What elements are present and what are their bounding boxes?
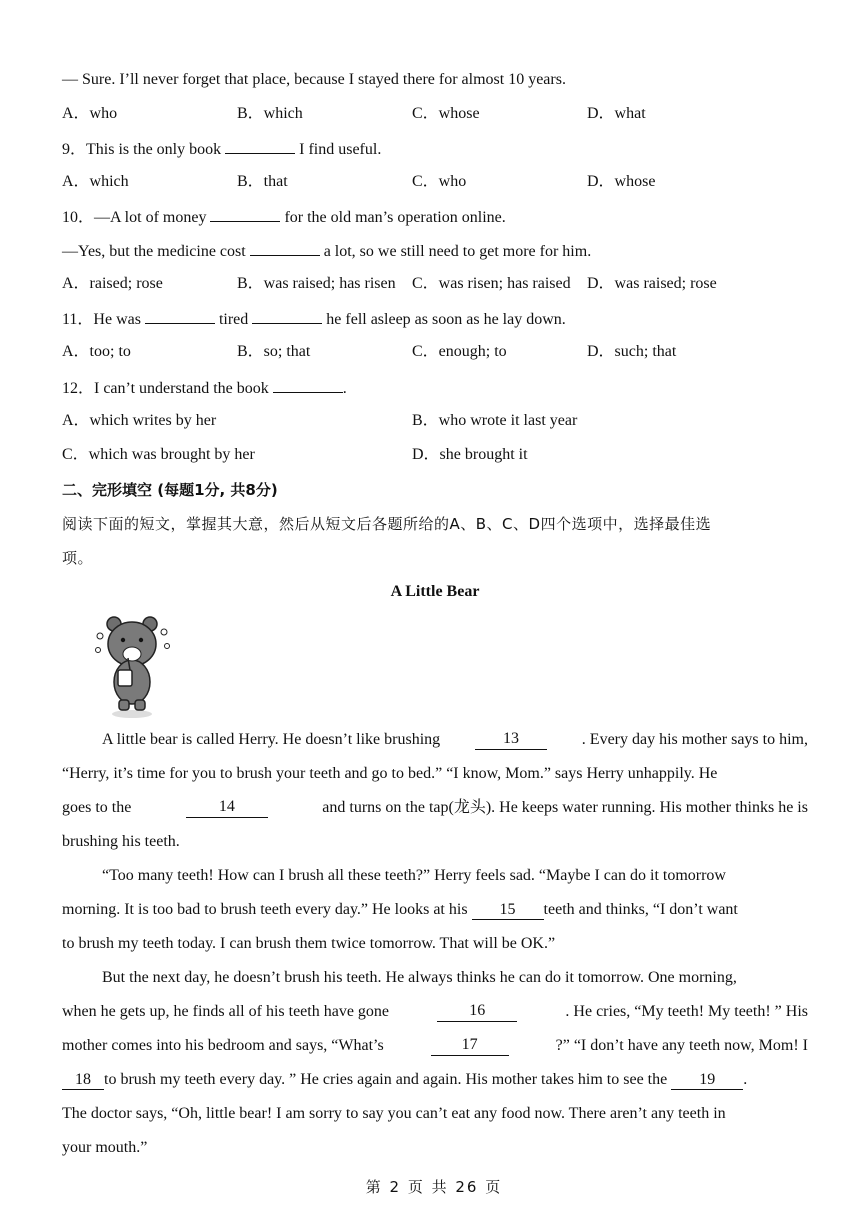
- option-a: A．raised; rose: [62, 275, 163, 292]
- option-d: D．such; that: [587, 343, 677, 360]
- passage-line: your mouth.”: [62, 1139, 148, 1156]
- q12-stem: 12．I can’t understand the book .: [62, 377, 347, 399]
- cloze-blank-15: 15: [472, 901, 544, 920]
- option-d: D．she brought it: [412, 446, 528, 463]
- cloze-blank-16: 16: [437, 1002, 517, 1022]
- cloze-blank-17: 17: [431, 1036, 509, 1056]
- q10-line1: 10．—A lot of money for the old man’s operation online.: [62, 206, 506, 228]
- passage-line: “Herry, it’s time for you to brush your teeth and go to bed.” “I know, Mom.” says Herry unhappily. He: [62, 765, 718, 782]
- option-c: C．enough; to: [412, 343, 507, 360]
- answer-blank: [225, 138, 295, 154]
- passage-line: The doctor says, “Oh, little bear! I am sorry to say you can’t eat any food now. There aren’t any teeth in: [62, 1105, 726, 1122]
- passage-line: to brush my teeth today. I can brush them twice tomorrow. That will be OK.”: [62, 935, 556, 952]
- answer-blank: [210, 206, 280, 222]
- page-footer: 第 2 页 共 26 页: [365, 1178, 503, 1196]
- option-d: D．whose: [587, 173, 656, 190]
- option-c: C．which was brought by her: [62, 446, 255, 463]
- section-instruction-line1: 阅读下面的短文，掌握其大意，然后从短文后各题所给的A、B、C、D四个选项中，选择最佳选: [62, 515, 712, 533]
- q10-line2: —Yes, but the medicine cost a lot, so we still need to get more for him.: [62, 240, 591, 262]
- section-title: 二、完形填空 (每题1分, 共8分): [62, 481, 278, 499]
- cloze-blank-13: 13: [475, 730, 547, 750]
- option-c: C．who: [412, 173, 467, 190]
- option-a: A．which writes by her: [62, 412, 217, 429]
- passage-line: morning. It is too bad to brush teeth every day.” He looks at his 15 teeth and thinks, “I don’t want: [62, 901, 738, 918]
- answer-blank: [273, 377, 343, 393]
- passage-line: A little bear is called Herry. He doesn’t like brushing 13 . Every day his mother says to him,: [102, 730, 808, 748]
- passage-line: when he gets up, he finds all of his teeth have gone 16 . He cries, “My teeth! My teeth! ” His: [62, 1002, 808, 1020]
- q11-stem: 11．He was tired he fell asleep as soon as he lay down.: [62, 308, 566, 330]
- option-a: A．too; to: [62, 343, 131, 360]
- cloze-blank-14: 14: [186, 798, 268, 818]
- passage-line: mother comes into his bedroom and says, “What’s 17 ?” “I don’t have any teeth now, Mom! I: [62, 1036, 808, 1054]
- answer-blank: [250, 240, 320, 256]
- option-b: B．which: [237, 105, 303, 122]
- option-b: B．was raised; has risen: [237, 275, 396, 292]
- q8-response: — Sure. I’ll never forget that place, because I stayed there for almost 10 years.: [62, 71, 566, 88]
- option-b: B．so; that: [237, 343, 311, 360]
- passage-line: goes to the 14 and turns on the tap(龙头). He keeps water running. His mother thinks he is: [62, 798, 808, 816]
- passage-line: 18 to brush my teeth every day. ” He cries again and again. His mother takes him to see the 19 .: [62, 1070, 808, 1090]
- bear-illustration: [92, 610, 172, 720]
- option-d: D．what: [587, 105, 646, 122]
- passage-line: brushing his teeth.: [62, 833, 180, 850]
- answer-blank: [145, 308, 215, 324]
- passage-line: “Too many teeth! How can I brush all these teeth?” Herry feels sad. “Maybe I can do it tomorrow: [102, 867, 726, 884]
- option-a: A．who: [62, 105, 118, 122]
- cloze-blank-18: 18: [62, 1071, 104, 1090]
- option-a: A．which: [62, 173, 129, 190]
- answer-blank: [252, 308, 322, 324]
- option-c: C．was risen; has raised: [412, 275, 571, 292]
- passage-title: A Little Bear: [390, 583, 480, 600]
- passage-line: But the next day, he doesn’t brush his teeth. He always thinks he can do it tomorrow. One morning,: [102, 969, 737, 986]
- q9-stem: 9．This is the only book I find useful.: [62, 138, 381, 160]
- option-b: B．who wrote it last year: [412, 412, 578, 429]
- option-d: D．was raised; rose: [587, 275, 717, 292]
- option-b: B．that: [237, 173, 288, 190]
- cloze-blank-19: 19: [671, 1071, 743, 1090]
- section-instruction-line2: 项。: [62, 549, 94, 567]
- option-c: C．whose: [412, 105, 480, 122]
